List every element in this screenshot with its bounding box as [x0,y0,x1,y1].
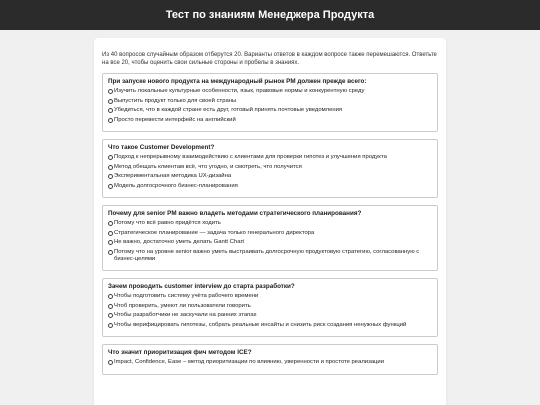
radio-button[interactable] [108,240,113,245]
answer-option-label: Чтобы разработчики не заскучали на ранних этапах [114,312,257,318]
answer-option[interactable] [108,88,432,95]
radio-button[interactable] [108,313,113,318]
quiz-card [94,38,446,405]
radio-button[interactable] [108,174,113,179]
question-title: Что такое Customer Development? [108,144,215,151]
answer-option[interactable] [108,164,432,171]
radio-button[interactable] [108,294,113,299]
answer-option-label: Impact, Confidence, Ease – метод приоритизации по влиянию, уверенности и простоте реализации [114,359,385,365]
question-block [102,139,438,198]
page-title: Тест по знаниям Менеджера Продукта [165,9,375,21]
answer-option-label: Не важно, достаточно уметь делать Gantt Chart [114,239,245,245]
answer-option-label: Метод обещать клиентам всё, что угодно, и смотреть, что получится [114,163,302,170]
radio-button[interactable] [108,250,113,255]
radio-button[interactable] [108,108,113,113]
question-title: Зачем проводить customer interview до старта разработки? [108,283,295,290]
answer-option[interactable] [108,303,432,310]
radio-button[interactable] [108,360,113,365]
answer-option[interactable] [108,173,432,180]
answer-option[interactable] [108,312,432,319]
radio-button[interactable] [108,323,113,328]
answer-option[interactable] [108,322,432,329]
answer-option[interactable] [108,293,432,300]
answer-option[interactable] [108,239,432,246]
answer-option-label: Потому что на уровне senior важно уметь выстраивать долгосрочную продуктовую стратегию, согласованную с бизнес-целями [114,248,420,262]
answer-option[interactable] [108,230,432,237]
radio-button[interactable] [108,304,113,309]
radio-button[interactable] [108,89,113,94]
answer-option[interactable] [108,117,432,124]
answer-option[interactable] [108,183,432,190]
question-block [102,278,438,337]
question-title: При запуске нового продукта на международный рынок PM должен прежде всего: [108,78,367,85]
question-block [102,205,438,271]
radio-button[interactable] [108,165,113,170]
question-list [102,73,438,375]
answer-option[interactable] [108,107,432,114]
page-header [0,0,540,30]
answer-option[interactable] [108,220,432,227]
answer-option-label: Чтоб проверить, умеют ли пользователи говорить [114,302,251,309]
answer-option[interactable] [108,154,432,161]
radio-button[interactable] [108,221,113,226]
answer-option[interactable] [108,359,432,366]
answer-option-label: Стратегическое планирование — задача только генерального директора [114,229,315,236]
radio-button[interactable] [108,184,113,189]
answer-option-label: Подход к непрерывному взаимодействию с клиентами для проверки гипотез и улучшения продукта [114,154,387,160]
question-title: Почему для senior PM важно владеть методами стратегического планирования? [108,210,362,217]
question-title: Что значит приоритизация фич методом ICE? [108,349,252,356]
answer-option[interactable] [108,98,432,105]
answer-option-label: Просто перевести интерфейс на английский [114,116,236,123]
radio-button[interactable] [108,155,113,160]
question-block [102,73,438,132]
question-block [102,344,438,375]
intro-text: Из 40 вопросов случайным образом отберутся 20. Варианты ответов в каждом вопросе также перемешаются. Ответьте на все 20, чтобы оценить свои сильные стороны и пробелы в знаниях. [102,52,437,66]
answer-option-label: Убедиться, что в каждой стране есть друг, готовый принять почтовые уведомления [114,107,343,113]
radio-button[interactable] [108,99,113,104]
answer-option-label: Экспериментальная методика UX-дизайна [114,173,232,179]
answer-option-label: Потому что всё равно придётся ходить [114,220,221,226]
answer-option-label: Чтобы подготовить систему учёта рабочего времени [114,293,259,299]
answer-option-label: Чтобы верифицировать гипотезы, собрать реальные инсайты и снизить риск создания ненужных функций [114,321,407,328]
answer-option-label: Выпустить продукт только для своей страны [114,97,237,104]
answer-option[interactable] [108,249,432,263]
radio-button[interactable] [108,231,113,236]
answer-option-label: Изучить локальные культурные особенности, язык, правовые нормы и конкурентную среду [114,88,365,94]
answer-option-label: Модель долгосрочного бизнес-планирования [114,182,238,189]
radio-button[interactable] [108,118,113,123]
